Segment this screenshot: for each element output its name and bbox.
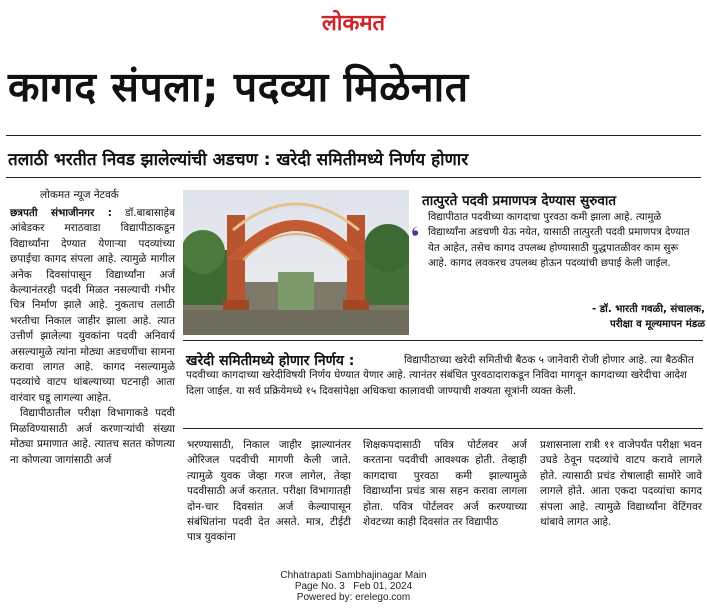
- quote-icon: [410, 222, 422, 234]
- aside-title: तात्पुरते पदवी प्रमाणपत्र देण्यास सुरुवात: [422, 193, 617, 209]
- page-info: Page No. 3 Feb 01, 2024: [294, 581, 413, 592]
- article-column-1: [10, 206, 175, 468]
- article-column-4: [540, 438, 702, 530]
- page-footer: [0, 570, 707, 603]
- masthead: [0, 0, 707, 40]
- article-column-3: [363, 438, 527, 530]
- aside-text: विद्यापीठात पदवीच्या कागदाचा पुरवठा कमी झाला आहे. त्यामुळे विद्यार्थ्यांना अडचणी येऊ नयेत, यासाठी तात्पुरती पदवी प्रमाणपत्र देण्यात येत आहेत, तसेच कागद उपलब्ध होण्यासाठी युद्धपातळीवर काम सुरू आहे. कागद लवकरच उपलब्ध होऊन पदव्यांची छपाई केली जाईल.: [428, 212, 690, 270]
- subheadline: तलाठी भरतीत निवड झालेल्यांची अडचण : खरेदी समितीमध्ये निर्णय होणार: [8, 150, 469, 170]
- powered-by[interactable]: Powered by: erelego.com: [296, 592, 411, 603]
- paragraph: विद्यापीठातील परीक्षा विभागाकडे पदवी मिळविण्यासाठी अर्ज करणाऱ्यांची संख्या मोठ्या प्रमाणात आहे. त्यातच सतत कोणत्या ना कोणत्या जागांसाठी अर्ज: [10, 407, 175, 466]
- paragraph: छत्रपती संभाजीनगर : डॉ.बाबासाहेब आंबेडकर मराठवाडा विद्यापीठाकडून विद्यार्थ्यांना देण्यात येणाऱ्या पदव्यांच्या छपाईचा कागद संपला आहे. त्यामुळे मागील अनेक दिवसांपासून विद्यार्थ्यांना अर्ज केल्यानंतरही पदवी मिळत नसल्याची गंभीर चित्र निर्माण झाले आहे. नुकताच तलाठी भरतीचा निकाल जाहीर झाला आहे. त्यात उत्तीर्ण झालेल्या युवकांना पदवी अनिवार्य असल्यामुळे त्यांना मोठ्या अडचणींचा सामना करावा लागत आहे. कागद नसल्यामुळे पदव्यांचे वाटप थांबल्याच्या घटनाही आता वारंवार घडू लागल्या आहेत.: [10, 207, 175, 404]
- newspaper-logo[interactable]: लोकमत: [321, 11, 386, 36]
- aside-signature: [560, 302, 705, 332]
- article-column-2: [187, 438, 351, 546]
- signature-title: परीक्षा व मूल्यमापन मंडळ: [610, 319, 705, 330]
- university-gate-photo: [183, 190, 409, 335]
- paragraph: भरण्यासाठी, निकाल जाहीर झाल्यानंतर ओरिजल पदवीची मागणी केली जाते. त्यामुळे युवक जेव्हा गरज लागेल, तेव्हा पदवीसाठी अर्ज करतात. परीक्षा विभागातही दोन-चार दिवसांत अर्ज केल्यापासून संबंधितांना पदवी देत असते. मात्र, टीईटी पात्र युवकांना: [187, 439, 351, 544]
- headline: कागद संपला; पदव्या मिळेनात: [8, 63, 469, 111]
- dateline: छत्रपती संभाजीनगर :: [10, 207, 112, 219]
- edition-name: Chhatrapati Sambhajinagar Main: [280, 570, 427, 581]
- signature-name: - डॉ. भारती गवळी, संचालक,: [591, 304, 705, 315]
- box-title: खरेदी समितीमध्ये होणार निर्णय :: [186, 353, 355, 369]
- divider: [183, 340, 703, 341]
- paragraph: शिक्षकपदासाठी पवित्र पोर्टलवर अर्ज करताना पदवीची आवश्यक होती. तेव्हाही कागदाचा पुरवठा कमी झाल्यामुळे विद्यार्थ्यांना प्रचंड त्रास सहन करावा लागला होता. पवित्र पोर्टलवर अर्ज करण्याच्या शेवटच्या काही दिवसांत तर विद्यापीठ: [363, 439, 527, 529]
- box-text: विद्यापीठाच्या खरेदी समितीची बैठक ५ जानेवारी रोजी होणार आहे. त्या बैठकीत पदवीच्या कागदाच्या खरेदीविषयी निर्णय घेण्यात येणार आहे. त्यानंतर संबंधित पुरवठादाराकडून निविदा मागवून कागदाच्या खरेदीचा आदेश दिला जाईल. या सर्व प्रक्रियेमध्ये १५ दिवसांपेक्षा अधिकचा कालावधी जाण्याची शक्यता सूत्रांनी व्यक्त केली.: [186, 354, 694, 397]
- divider: [183, 428, 703, 429]
- byline: लोकमत न्यूज नेटवर्क: [40, 189, 119, 201]
- paragraph: प्रशासनाला रात्री ११ वाजेपर्यंत परीक्षा भवन उघडे ठेवून पदव्यांचे वाटप करावे लागले होते. त्यासाठी प्रचंड रोषालाही सामोरे जावे लागले होते. आता एकदा पदव्यांचा कागद संपला आहे. त्यामुळे विद्यार्थ्यांना वेटिंगवर थांबावे लागत आहे.: [540, 439, 702, 529]
- gate-image: [183, 190, 409, 335]
- divider: [6, 177, 701, 178]
- divider: [6, 135, 701, 136]
